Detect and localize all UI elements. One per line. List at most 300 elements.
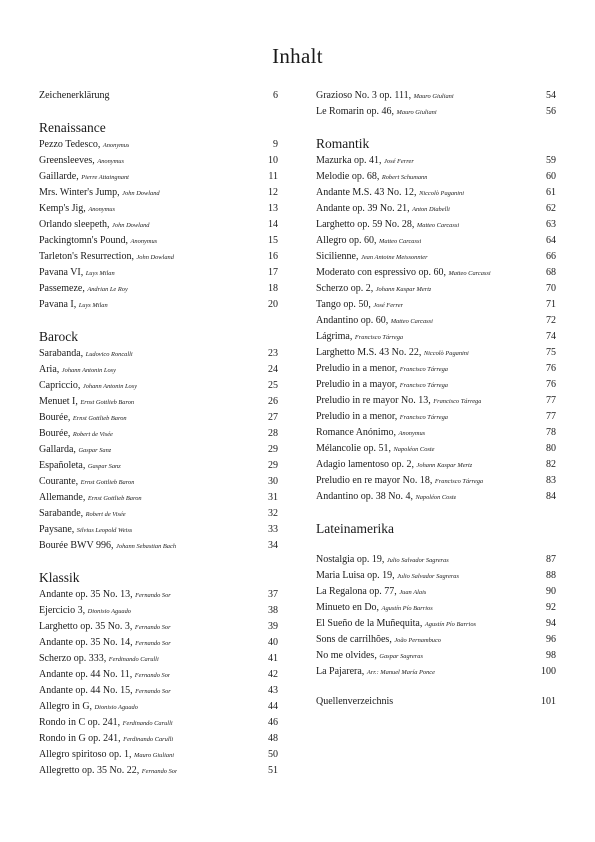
piece-title: Allemande, bbox=[39, 492, 88, 503]
composer-name: Jean Antoine Meissonnier bbox=[361, 254, 428, 261]
composer-name: Johann Kaspar Mertz bbox=[375, 286, 432, 293]
entry-text bbox=[316, 88, 454, 105]
composer-name: Napoléon Coste bbox=[415, 494, 457, 501]
entry-text bbox=[39, 362, 116, 379]
toc-entry[interactable] bbox=[39, 763, 278, 779]
piece-title: Gaillarde, bbox=[39, 171, 82, 182]
page-number: 75 bbox=[546, 347, 556, 358]
page-number: 77 bbox=[546, 395, 556, 406]
composer-name: Agustín Pío Barrios bbox=[424, 621, 477, 628]
toc-entry[interactable] bbox=[316, 425, 556, 441]
composer-name: Ferdinando Carulli bbox=[122, 720, 173, 727]
piece-title: Andante op. 44 No. 15, bbox=[39, 685, 136, 696]
entry-text bbox=[316, 345, 469, 362]
piece-title: Packingtomn's Pound, bbox=[39, 235, 131, 246]
toc-entry[interactable] bbox=[39, 715, 278, 731]
toc-entry[interactable] bbox=[316, 153, 556, 169]
toc-entry[interactable] bbox=[39, 538, 278, 554]
entry-text bbox=[39, 635, 171, 652]
toc-entry[interactable] bbox=[39, 442, 278, 458]
section-heading: Lateinamerika bbox=[316, 521, 394, 536]
toc-entry[interactable] bbox=[316, 600, 556, 616]
composer-name: Ernst Gottlieb Baron bbox=[87, 495, 142, 502]
entry-text bbox=[39, 699, 138, 716]
entry-text bbox=[39, 587, 171, 604]
piece-title: Andante op. 44 No. 11, bbox=[39, 669, 135, 680]
toc-entry[interactable] bbox=[39, 490, 278, 506]
entry-text bbox=[39, 201, 115, 218]
composer-name: José Ferrer bbox=[384, 158, 414, 165]
entry-text bbox=[316, 409, 448, 426]
toc-entry[interactable] bbox=[39, 217, 278, 233]
piece-title: Pavana I, bbox=[39, 299, 79, 310]
entry-text bbox=[316, 648, 423, 665]
entry-text bbox=[39, 281, 128, 298]
page-number: 26 bbox=[268, 396, 278, 407]
entry-text bbox=[39, 651, 159, 668]
piece-title: El Sueño de la Muñequita, bbox=[316, 618, 425, 629]
page-number: 76 bbox=[546, 379, 556, 390]
piece-title: Sarabande, bbox=[39, 508, 86, 519]
entry-text bbox=[39, 522, 132, 539]
piece-title: La Regalona op. 77, bbox=[316, 586, 400, 597]
composer-name: Matteo Carcassi bbox=[448, 270, 491, 277]
section-heading: Klassik bbox=[39, 570, 80, 585]
toc-entry[interactable] bbox=[316, 457, 556, 473]
page-number: 68 bbox=[546, 267, 556, 278]
toc-entry[interactable] bbox=[316, 361, 556, 377]
piece-title: Adagio lamentoso op. 2, bbox=[316, 459, 417, 470]
piece-title: Andantino op. 60, bbox=[316, 315, 391, 326]
entry-text bbox=[316, 249, 428, 266]
section-heading: Renaissance bbox=[39, 120, 106, 135]
piece-title: Kemp's Jig, bbox=[39, 203, 89, 214]
page-number: 34 bbox=[268, 540, 278, 551]
piece-title: Andante op. 39 No. 21, bbox=[316, 203, 413, 214]
piece-title: Españoleta, bbox=[39, 460, 88, 471]
page-number: 60 bbox=[546, 171, 556, 182]
entry-text bbox=[316, 169, 427, 186]
composer-name: Francisco Tárrega bbox=[399, 414, 448, 421]
toc-entry[interactable] bbox=[39, 346, 278, 362]
toc-entry[interactable] bbox=[39, 378, 278, 394]
entry-text bbox=[316, 584, 426, 601]
page-number: 23 bbox=[268, 348, 278, 359]
toc-entry[interactable] bbox=[316, 409, 556, 425]
entry-text bbox=[316, 153, 414, 170]
piece-title: Orlando sleepeth, bbox=[39, 219, 113, 230]
page-number: 48 bbox=[268, 733, 278, 744]
toc-entry[interactable] bbox=[316, 185, 556, 201]
composer-name: Robert de Visée bbox=[85, 511, 126, 518]
composer-name: Pierre Attaingnant bbox=[81, 174, 129, 181]
composer-name: Gaspar Sanz bbox=[78, 447, 112, 454]
piece-title: Pezzo Tedesco, bbox=[39, 139, 103, 150]
toc-entry[interactable] bbox=[39, 522, 278, 538]
piece-title: Andante M.S. 43 No. 12, bbox=[316, 187, 420, 198]
piece-title: Rondo in G op. 241, bbox=[39, 733, 124, 744]
toc-entry[interactable] bbox=[39, 169, 278, 185]
toc-entry[interactable] bbox=[39, 587, 278, 603]
toc-entry[interactable] bbox=[316, 648, 556, 664]
piece-title: Gallarda, bbox=[39, 444, 79, 455]
entry-text bbox=[39, 249, 174, 266]
piece-title: Larghetto op. 35 No. 3, bbox=[39, 621, 135, 632]
piece-title: Paysane, bbox=[39, 524, 77, 535]
page-number: 59 bbox=[546, 155, 556, 166]
spacer bbox=[316, 538, 556, 552]
entry-text bbox=[316, 489, 456, 506]
entry-text bbox=[39, 747, 174, 764]
page-number: 76 bbox=[546, 363, 556, 374]
entry-text bbox=[39, 442, 111, 459]
toc-entry[interactable] bbox=[39, 265, 278, 281]
composer-name: Ernst Gottlieb Baron bbox=[80, 479, 135, 486]
toc-entry[interactable] bbox=[316, 473, 556, 489]
piece-title: Sons de carrilhões, bbox=[316, 634, 395, 645]
page-number: 14 bbox=[268, 219, 278, 230]
entry-text bbox=[316, 393, 481, 410]
toc-entry[interactable] bbox=[39, 249, 278, 265]
composer-name: John Dowland bbox=[122, 190, 160, 197]
toc-entry[interactable] bbox=[39, 426, 278, 442]
page-number: 9 bbox=[273, 139, 278, 150]
composer-name: Mauro Giuliani bbox=[134, 752, 175, 759]
entry-text bbox=[316, 185, 464, 202]
entry-text bbox=[316, 281, 431, 298]
composer-name: Fernando Sor bbox=[134, 672, 171, 679]
entry-text bbox=[316, 425, 425, 442]
toc-entry[interactable] bbox=[316, 568, 556, 584]
composer-name: Anonymus bbox=[398, 430, 426, 437]
toc-entry[interactable] bbox=[316, 377, 556, 393]
page-number: 72 bbox=[546, 315, 556, 326]
toc-entry[interactable] bbox=[39, 619, 278, 635]
piece-title: Quellenverzeichnis bbox=[316, 696, 394, 707]
toc-left-column bbox=[39, 88, 278, 779]
page-number: 29 bbox=[268, 444, 278, 455]
toc-entry[interactable] bbox=[39, 458, 278, 474]
entry-text bbox=[39, 153, 124, 170]
page-number: 66 bbox=[546, 251, 556, 262]
entry-text bbox=[316, 217, 459, 234]
toc-entry[interactable] bbox=[316, 441, 556, 457]
piece-title: Allegro op. 60, bbox=[316, 235, 380, 246]
composer-name: Matteo Carcassi bbox=[379, 238, 422, 245]
piece-title: Mrs. Winter's Jump, bbox=[39, 187, 123, 198]
composer-name: Ernst Gottlieb Baron bbox=[80, 399, 135, 406]
toc-entry[interactable] bbox=[316, 233, 556, 249]
piece-title: Andantino op. 38 No. 4, bbox=[316, 491, 416, 502]
toc-entry[interactable] bbox=[316, 313, 556, 329]
section-heading: Romantik bbox=[316, 136, 370, 151]
toc-entry[interactable] bbox=[316, 584, 556, 600]
composer-name: Matteo Carcassi bbox=[416, 222, 460, 229]
piece-title: Larghetto M.S. 43 No. 22, bbox=[316, 347, 424, 358]
composer-name: Fernando Sor bbox=[141, 768, 178, 775]
page-number: 51 bbox=[268, 765, 278, 776]
page-number: 39 bbox=[268, 621, 278, 632]
entry-text bbox=[39, 683, 171, 700]
page-number: 12 bbox=[268, 187, 278, 198]
toc-entry[interactable] bbox=[316, 632, 556, 648]
page-number: 40 bbox=[268, 637, 278, 648]
toc-entry[interactable] bbox=[316, 329, 556, 345]
entry-text bbox=[316, 361, 448, 378]
entry-text bbox=[39, 474, 134, 491]
composer-name: Napoléon Coste bbox=[393, 446, 435, 453]
toc-entry[interactable] bbox=[39, 474, 278, 490]
composer-name: Julio Salvador Sagreras bbox=[386, 557, 449, 564]
entry-text bbox=[316, 473, 483, 490]
piece-title: No me olvides, bbox=[316, 650, 380, 661]
composer-name: Robert Schumann bbox=[381, 174, 428, 181]
piece-title: Grazioso No. 3 op. 111, bbox=[316, 90, 414, 101]
entry-text bbox=[39, 410, 127, 427]
toc-entry[interactable] bbox=[316, 489, 556, 505]
composer-name: Anton Diabelli bbox=[412, 206, 450, 213]
piece-title: La Pajarera, bbox=[316, 666, 367, 677]
toc-entry[interactable] bbox=[316, 217, 556, 233]
piece-title: Allegretto op. 35 No. 22, bbox=[39, 765, 142, 776]
entry-text bbox=[39, 715, 173, 732]
toc-entry[interactable] bbox=[39, 362, 278, 378]
page-number: 56 bbox=[546, 106, 556, 117]
piece-title: Ejercicio 3, bbox=[39, 605, 88, 616]
page-number: 44 bbox=[268, 701, 278, 712]
composer-name: Francisco Tárrega bbox=[399, 366, 448, 373]
piece-title: Bourée, bbox=[39, 412, 73, 423]
page-title: Inhalt bbox=[272, 44, 323, 68]
page-number: 87 bbox=[546, 554, 556, 565]
toc-entry[interactable] bbox=[39, 667, 278, 683]
page-number: 92 bbox=[546, 602, 556, 613]
entry-text bbox=[39, 458, 121, 475]
entry-text bbox=[39, 763, 177, 780]
composer-name: John Dowland bbox=[136, 254, 174, 261]
spacer bbox=[316, 680, 556, 694]
page-number: 78 bbox=[546, 427, 556, 438]
page-number: 6 bbox=[273, 90, 278, 101]
toc-entry[interactable] bbox=[39, 603, 278, 619]
composer-name: Mauro Giuliani bbox=[413, 93, 454, 100]
toc-entry[interactable] bbox=[316, 249, 556, 265]
toc-entry[interactable] bbox=[39, 651, 278, 667]
toc-entry[interactable] bbox=[39, 506, 278, 522]
composer-name: Juan Alais bbox=[399, 589, 427, 596]
toc-entry[interactable] bbox=[316, 201, 556, 217]
page-number: 32 bbox=[268, 508, 278, 519]
composer-name: Ferdinando Carulli bbox=[108, 656, 159, 663]
page-number: 83 bbox=[546, 475, 556, 486]
composer-name: Johann Kaspar Mertz bbox=[416, 462, 473, 469]
page-number: 42 bbox=[268, 669, 278, 680]
entry-text bbox=[39, 538, 176, 555]
toc-entry[interactable] bbox=[39, 699, 278, 715]
entry-text bbox=[316, 233, 421, 250]
page-number: 90 bbox=[546, 586, 556, 597]
entry-text bbox=[316, 616, 476, 633]
entry-text bbox=[316, 441, 435, 458]
toc-entry[interactable] bbox=[39, 201, 278, 217]
toc-entry[interactable] bbox=[316, 265, 556, 281]
piece-title: Allegro spiritoso op. 1, bbox=[39, 749, 134, 760]
composer-name: Johann Antonin Losy bbox=[82, 383, 138, 390]
toc-entry[interactable] bbox=[316, 169, 556, 185]
entry-text bbox=[39, 426, 113, 443]
piece-title: Sarabanda, bbox=[39, 348, 86, 359]
entry-text bbox=[39, 185, 160, 202]
piece-title: Romance Anónimo, bbox=[316, 427, 399, 438]
entry-text bbox=[316, 664, 435, 681]
entry-text bbox=[316, 297, 403, 314]
toc-entry[interactable] bbox=[39, 635, 278, 651]
composer-name: Robert de Visée bbox=[72, 431, 113, 438]
page-number: 70 bbox=[546, 283, 556, 294]
page-number: 27 bbox=[268, 412, 278, 423]
entry-text bbox=[316, 568, 459, 585]
entry-text bbox=[39, 731, 173, 748]
page-number: 61 bbox=[546, 187, 556, 198]
composer-name: Johann Sebastian Bach bbox=[116, 543, 177, 550]
piece-title: Greensleeves, bbox=[39, 155, 98, 166]
entry-text bbox=[316, 201, 450, 218]
piece-title: Le Romarin op. 46, bbox=[316, 106, 397, 117]
entry-text bbox=[39, 137, 129, 154]
composer-name: Matteo Carcassi bbox=[390, 318, 433, 325]
piece-title: Minueto en Do, bbox=[316, 602, 382, 613]
toc-entry[interactable] bbox=[316, 104, 556, 120]
entry-text bbox=[316, 600, 433, 617]
piece-title: Pavana VI, bbox=[39, 267, 86, 278]
toc-entry[interactable] bbox=[316, 552, 556, 568]
entry-text bbox=[39, 233, 157, 250]
toc-entry[interactable] bbox=[316, 297, 556, 313]
piece-title: Capriccio, bbox=[39, 380, 83, 391]
page-number: 96 bbox=[546, 634, 556, 645]
page-number: 82 bbox=[546, 459, 556, 470]
page-number: 37 bbox=[268, 589, 278, 600]
page-number: 33 bbox=[268, 524, 278, 535]
piece-title: Mélancolie op. 51, bbox=[316, 443, 394, 454]
piece-title: Preludio en re mayor No. 18, bbox=[316, 475, 435, 486]
composer-name: Gaspar Sanz bbox=[87, 463, 121, 470]
entry-text bbox=[39, 490, 142, 507]
composer-name: Arr.: Manuel María Ponce bbox=[366, 669, 435, 676]
piece-title: Passemeze, bbox=[39, 283, 88, 294]
toc-entry[interactable] bbox=[39, 394, 278, 410]
entry-text bbox=[316, 313, 433, 330]
entry-text bbox=[316, 104, 437, 121]
page-number: 63 bbox=[546, 219, 556, 230]
entry-text bbox=[316, 552, 449, 569]
toc-entry[interactable] bbox=[316, 281, 556, 297]
page-number: 64 bbox=[546, 235, 556, 246]
toc-entry[interactable] bbox=[39, 731, 278, 747]
entry-text bbox=[39, 394, 134, 411]
page-number: 71 bbox=[546, 299, 556, 310]
page-number: 54 bbox=[546, 90, 556, 101]
toc-entry[interactable] bbox=[39, 185, 278, 201]
piece-title: Menuet I, bbox=[39, 396, 81, 407]
page-number: 38 bbox=[268, 605, 278, 616]
page-number: 98 bbox=[546, 650, 556, 661]
toc-entry[interactable] bbox=[316, 393, 556, 409]
toc-entry[interactable] bbox=[39, 281, 278, 297]
toc-entry[interactable] bbox=[316, 664, 556, 680]
piece-title: Mazurka op. 41, bbox=[316, 155, 385, 166]
page-number: 18 bbox=[268, 283, 278, 294]
entry-text bbox=[39, 619, 171, 636]
page-number: 100 bbox=[541, 666, 556, 677]
composer-name: Ferdinando Carulli bbox=[123, 736, 174, 743]
toc-entry[interactable] bbox=[39, 297, 278, 313]
toc-entry[interactable] bbox=[316, 694, 556, 710]
entry-text bbox=[39, 88, 110, 104]
entry-text bbox=[316, 329, 403, 346]
composer-name: Luys Milan bbox=[85, 270, 115, 277]
section-heading: Barock bbox=[39, 329, 78, 344]
page-number: 10 bbox=[268, 155, 278, 166]
composer-name: Dionisio Aguado bbox=[94, 704, 138, 711]
page-number: 25 bbox=[268, 380, 278, 391]
page-number: 94 bbox=[546, 618, 556, 629]
toc-entry[interactable] bbox=[39, 683, 278, 699]
toc-entry[interactable] bbox=[39, 747, 278, 763]
entry-text bbox=[39, 603, 131, 620]
composer-name: Julio Salvador Sagreras bbox=[397, 573, 459, 580]
toc-entry[interactable] bbox=[316, 616, 556, 632]
piece-title: Sicilienne, bbox=[316, 251, 361, 262]
entry-text bbox=[316, 457, 472, 474]
composer-name: Andrian Le Roy bbox=[87, 286, 128, 293]
toc-entry[interactable] bbox=[316, 88, 556, 104]
composer-name: Fernando Sor bbox=[135, 592, 171, 599]
toc-entry[interactable] bbox=[39, 410, 278, 426]
page-number: 41 bbox=[268, 653, 278, 664]
composer-name: Dionisio Aguado bbox=[87, 608, 131, 615]
composer-name: Niccolò Paganini bbox=[423, 350, 469, 357]
piece-title: Scherzo op. 333, bbox=[39, 653, 109, 664]
toc-entry[interactable] bbox=[39, 137, 278, 153]
entry-text bbox=[39, 346, 133, 363]
entry-text bbox=[39, 297, 108, 314]
toc-entry[interactable] bbox=[39, 153, 278, 169]
piece-title: Tango op. 50, bbox=[316, 299, 374, 310]
piece-title: Scherzo op. 2, bbox=[316, 283, 376, 294]
toc-entry[interactable] bbox=[316, 345, 556, 361]
piece-title: Preludio in a menor, bbox=[316, 363, 400, 374]
piece-title: Tarleton's Resurrection, bbox=[39, 251, 137, 262]
page-number: 74 bbox=[546, 331, 556, 342]
composer-name: Francisco Tárrega bbox=[399, 382, 448, 389]
piece-title: Bourée BWV 996, bbox=[39, 540, 117, 551]
entry-text bbox=[316, 377, 448, 394]
page-number: 46 bbox=[268, 717, 278, 728]
composer-name: Anonymus bbox=[102, 142, 130, 149]
page-number: 80 bbox=[546, 443, 556, 454]
entry-text bbox=[39, 217, 150, 234]
toc-entry[interactable] bbox=[39, 233, 278, 249]
composer-name: Francisco Tárrega bbox=[354, 334, 404, 341]
page-number: 84 bbox=[546, 491, 556, 502]
composer-name: Mauro Giuliani bbox=[396, 109, 437, 116]
page-number: 77 bbox=[546, 411, 556, 422]
composer-name: José Ferrer bbox=[373, 302, 404, 309]
composer-name: Fernando Sor bbox=[135, 640, 171, 647]
toc-entry[interactable] bbox=[39, 88, 278, 104]
composer-name: Anonymus bbox=[88, 206, 115, 213]
